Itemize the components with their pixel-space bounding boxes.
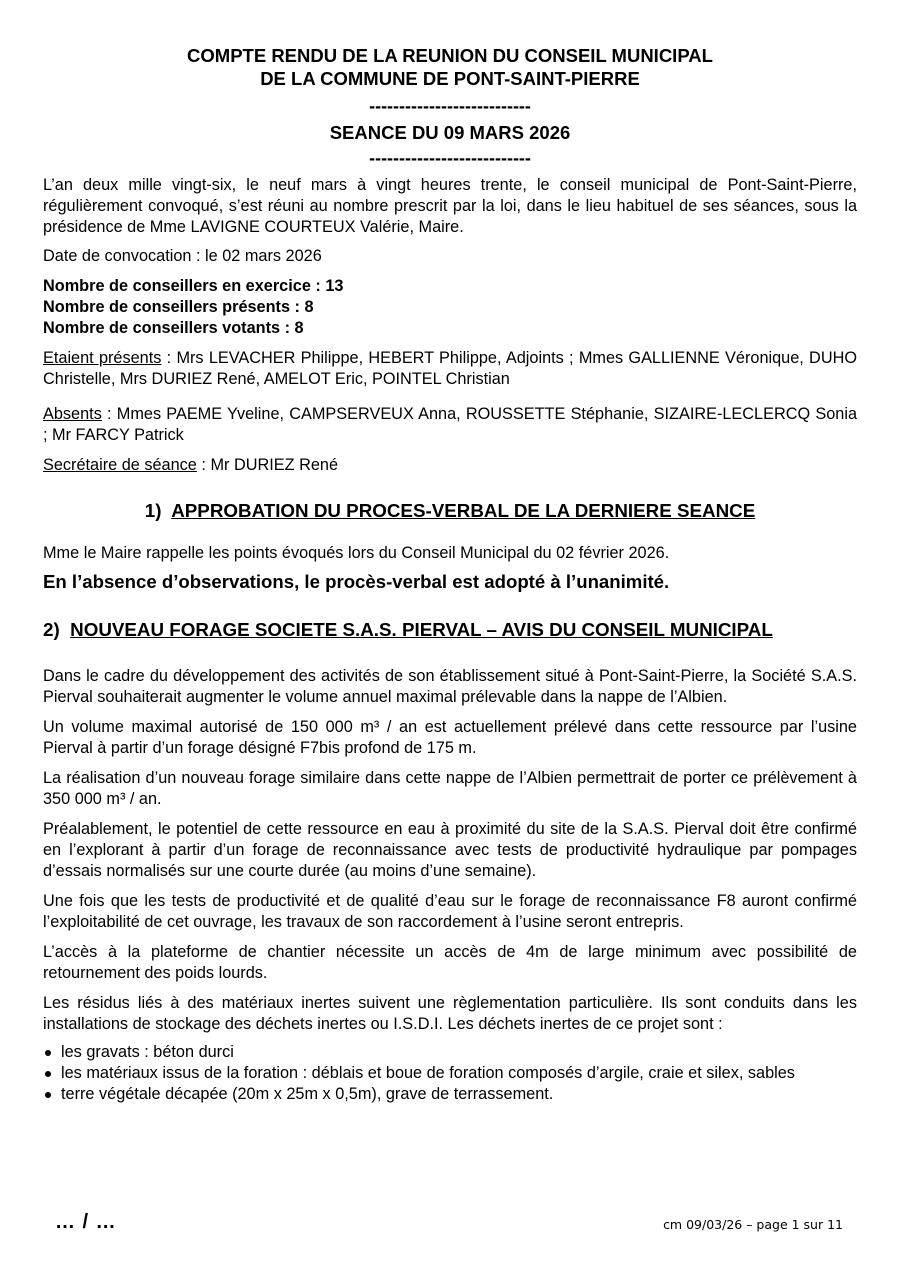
secretaire [43,455,857,476]
list-item [43,1042,857,1063]
convocation-date: Date de convocation : le 02 mars 2026 [43,247,322,265]
section-2-title: NOUVEAU FORAGE SOCIETE S.A.S. PIERVAL – AVIS DU CONSEIL MUNICIPAL [70,619,773,640]
section-2-p5: Une fois que les tests de productivité et de qualité d’eau sur le forage de reconnaissance F8 auront confirmé l’exploitabilité de cet ouvrage, les travaux de son raccordement à l’usine seront entrepris. [43,892,857,931]
section-1-paragraph: Mme le Maire rappelle les points évoqués lors du Conseil Municipal du 02 février 2026. [43,544,670,562]
absents-label: Absents [43,405,102,423]
list-item-text: terre végétale décapée (20m x 25m x 0,5m), grave de terrassement. [61,1085,554,1103]
section-1-title: APPROBATION DU PROCES-VERBAL DE LA DERNIERE SEANCE [171,500,756,521]
presents-list [43,348,857,390]
list-item-text: les gravats : béton durci [61,1043,234,1061]
page-reference: cm 09/03/26 – page 1 sur 11 [663,1217,843,1232]
count-presents: Nombre de conseillers présents : 8 [43,298,314,316]
seance-date: SEANCE DU 09 MARS 2026 [329,122,571,143]
section-2-p1: Dans le cadre du développement des activités de son établissement situé à Pont-Saint-Pierre, la Société S.A.S. Pierval souhaiterait augmenter le volume annuel maximal prélevable dans la nappe de l’Albien. [43,667,857,706]
separator-top: --------------------------- [369,96,531,116]
continued-marker: … / … [55,1211,117,1233]
list-item-text: les matériaux issus de la foration : déblais et boue de foration composés d’argile, craie et silex, sables [61,1064,795,1082]
waste-list [43,1042,857,1105]
section-2-p6: L’accès à la plateforme de chantier nécessite un accès de 4m de large minimum avec possibilité de retournement des poids lourds. [43,943,857,982]
list-item [43,1084,857,1105]
section-2-p2: Un volume maximal autorisé de 150 000 m³ / an est actuellement prélevé dans cette ressource par l’usine Pierval à partir d’un forage désigné F7bis profond de 175 m. [43,718,857,757]
absents-list [43,404,857,446]
section-2-p4: Préalablement, le potentiel de cette ressource en eau à proximité du site de la S.A.S. Pierval doit être confirmé en l’explorant à partir d’un forage de reconnaissance avec tests de productivité hydraulique par pompages d’essais normalisés sur une courte durée (au moins d’une semaine). [43,820,857,880]
secretaire-label: Secrétaire de séance [43,456,197,474]
bullet-icon [45,1050,51,1056]
document-title-line-2: DE LA COMMUNE DE PONT-SAINT-PIERRE [260,68,640,89]
bullet-icon [45,1092,51,1098]
section-2-p7: Les résidus liés à des matériaux inertes suivent une règlementation particulière. Ils sont conduits dans les installations de stockage des déchets inertes ou I.S.D.I. Les déchets inertes de ce projet sont : [43,994,857,1033]
absents-text: : Mmes PAEME Yveline, CAMPSERVEUX Anna, ROUSSETTE Stéphanie, SIZAIRE-LECLERCQ Sonia ; Mr FARCY Patrick [43,405,857,444]
count-exercice: Nombre de conseillers en exercice : 13 [43,277,344,295]
section-2-number: 2) [43,619,60,640]
section-2-p3: La réalisation d’un nouveau forage similaire dans cette nappe de l’Albien permettrait de porter ce prélèvement à 350 000 m³ / an. [43,769,857,808]
presents-text: : Mrs LEVACHER Philippe, HEBERT Philippe, Adjoints ; Mmes GALLIENNE Véronique, DUHO Christelle, Mrs DURIEZ René, AMELOT Eric, POINTEL Christian [43,349,857,388]
presents-label: Etaient présents [43,349,162,367]
separator-bottom: --------------------------- [369,148,531,168]
bullet-icon [45,1071,51,1077]
document-title-line-1: COMPTE RENDU DE LA REUNION DU CONSEIL MUNICIPAL [187,45,713,66]
section-1-number: 1) [144,500,162,521]
count-votants: Nombre de conseillers votants : 8 [43,319,304,337]
section-1-heading [43,499,857,523]
intro-paragraph: L’an deux mille vingt-six, le neuf mars à vingt heures trente, le conseil municipal de Pont-Saint-Pierre, régulièrement convoqué, s’est réuni au nombre prescrit par la loi, dans le lieu habituel de ses séances, sous la présidence de Mme LAVIGNE COURTEUX Valérie, Maire. [43,176,857,236]
secretaire-text: : Mr DURIEZ René [196,456,339,474]
section-1-decision: En l’absence d’observations, le procès-verbal est adopté à l’unanimité. [43,571,670,592]
list-item [43,1063,857,1084]
document-body [43,44,857,1105]
section-2-heading [43,618,857,642]
